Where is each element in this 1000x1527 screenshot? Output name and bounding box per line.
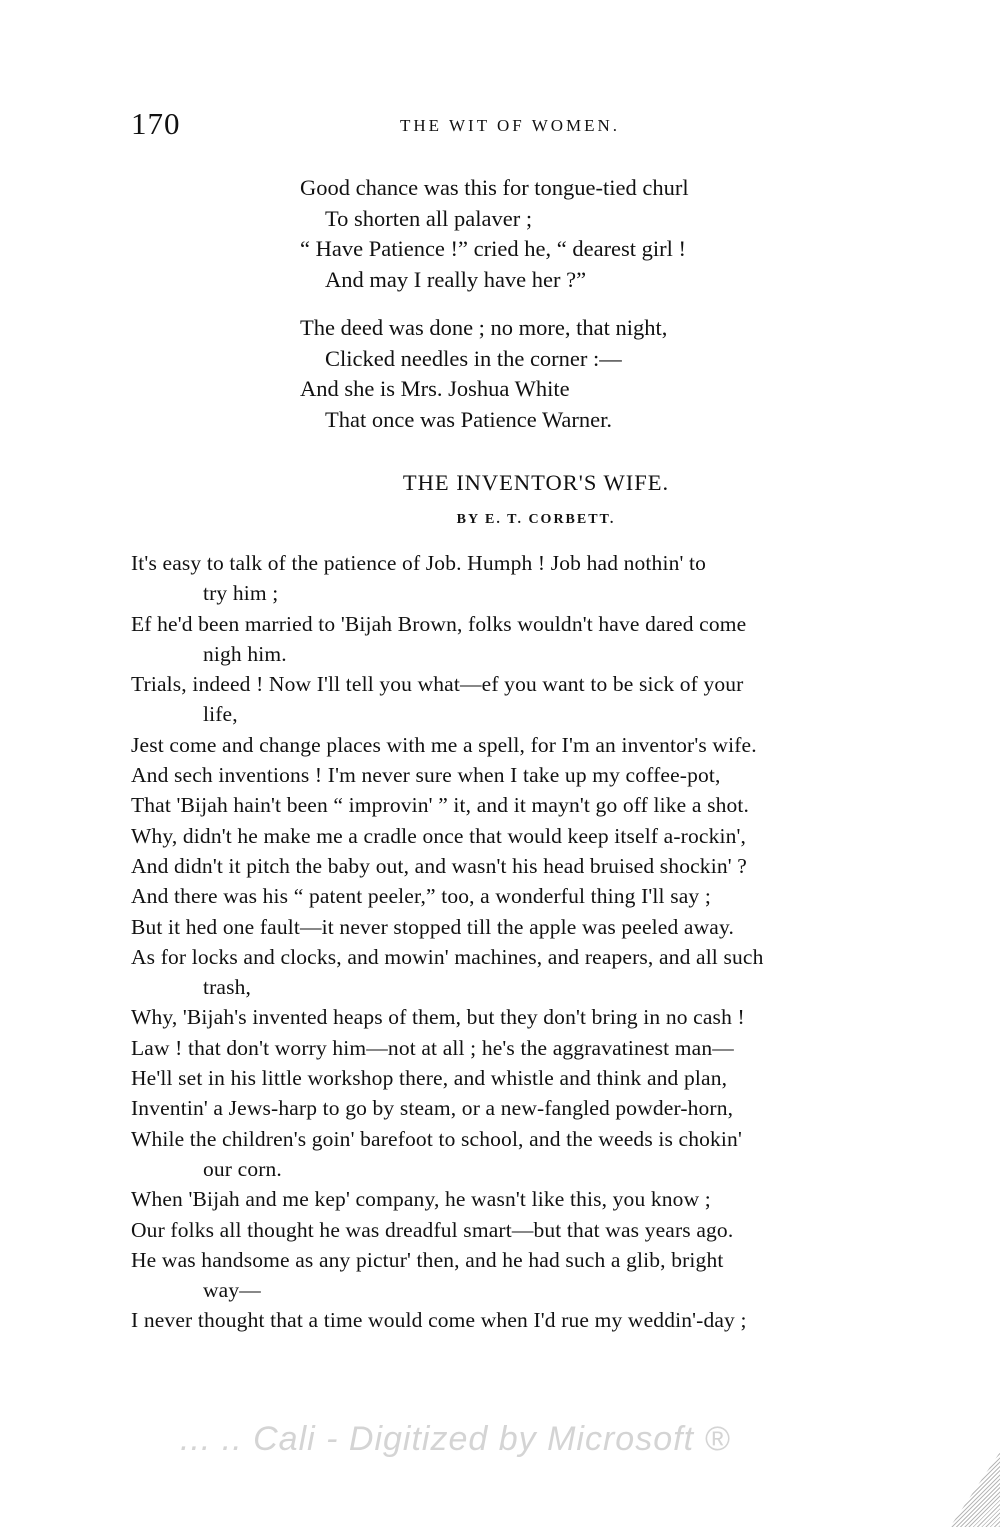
verse-line: Clicked needles in the corner :— xyxy=(325,345,622,371)
poem-line: I never thought that a time would come when I'd rue my weddin'-day ; xyxy=(131,1308,747,1333)
running-title: THE WIT OF WOMEN. xyxy=(400,116,621,135)
poem-line: life, xyxy=(203,702,238,727)
poem-line: nigh him. xyxy=(203,641,287,666)
digitization-watermark: ... .. Cali - Digitized by Microsoft ® xyxy=(180,1420,731,1458)
verse-line: “ Have Patience !” cried he, “ dearest girl ! xyxy=(300,236,687,261)
poem-line: Why, 'Bijah's invented heaps of them, but they don't bring in no cash ! xyxy=(131,1005,745,1030)
poem-line: trash, xyxy=(203,975,252,1000)
poem-line: And didn't it pitch the baby out, and wasn't his head bruised shockin' ? xyxy=(131,853,747,878)
poem-line: He'll set in his little workshop there, and whistle and think and plan, xyxy=(131,1066,728,1091)
poem-line: way— xyxy=(203,1278,261,1303)
page-number: 170 xyxy=(131,106,181,141)
stanza xyxy=(300,313,667,435)
poem-body xyxy=(131,548,951,1336)
verse-line: And she is Mrs. Joshua White xyxy=(300,376,570,401)
poem-line: Trials, indeed ! Now I'll tell you what—ef you want to be sick of your xyxy=(131,672,744,697)
poem-line: Law ! that don't worry him—not at all ; he's the aggravatinest man— xyxy=(131,1035,734,1060)
poem-title: THE INVENTOR'S WIFE. xyxy=(402,470,670,495)
poem-line: He was handsome as any pictur' then, and he had such a glib, bright xyxy=(131,1247,724,1272)
poem-line: While the children's goin' barefoot to school, and the weeds is chokin' xyxy=(131,1126,742,1151)
poem-line: As for locks and clocks, and mowin' machines, and reapers, and all such xyxy=(131,944,764,969)
stanza xyxy=(300,173,689,295)
verse-line: And may I really have her ?” xyxy=(325,266,587,292)
poem-line: And there was his “ patent peeler,” too, a wonderful thing I'll say ; xyxy=(131,884,711,909)
poem-line: Our folks all thought he was dreadful smart—but that was years ago. xyxy=(131,1217,734,1242)
poem-line: That 'Bijah hain't been “ improvin' ” it, and it mayn't go off like a shot. xyxy=(131,793,750,818)
poem-line: our corn. xyxy=(203,1156,282,1181)
poem-line: And sech inventions ! I'm never sure when I take up my coffee-pot, xyxy=(131,763,721,788)
poem-line: Jest come and change places with me a spell, for I'm an inventor's wife. xyxy=(131,732,757,757)
poem-line: try him ; xyxy=(203,581,279,606)
verse-line: The deed was done ; no more, that night, xyxy=(300,315,668,340)
poem-line: Inventin' a Jews-harp to go by steam, or a new-fangled powder-horn, xyxy=(131,1096,734,1121)
verse-line: To shorten all palaver ; xyxy=(325,205,533,231)
verse-line: That once was Patience Warner. xyxy=(325,406,613,432)
poem-byline: BY E. T. CORBETT. xyxy=(456,512,616,527)
poem-line: When 'Bijah and me kep' company, he wasn't like this, you know ; xyxy=(131,1187,711,1212)
poem-line: It's easy to talk of the patience of Job. Humph ! Job had nothin' to xyxy=(131,551,707,575)
poem-line: Why, didn't he make me a cradle once that would keep itself a-rockin', xyxy=(131,823,747,848)
verse-line: Good chance was this for tongue-tied churl xyxy=(300,175,689,200)
poem-line: Ef he'd been married to 'Bijah Brown, folks wouldn't have dared come xyxy=(131,611,747,636)
scan-corner-artifact xyxy=(950,1452,1000,1527)
poem-line: But it hed one fault—it never stopped till the apple was peeled away. xyxy=(131,914,735,939)
